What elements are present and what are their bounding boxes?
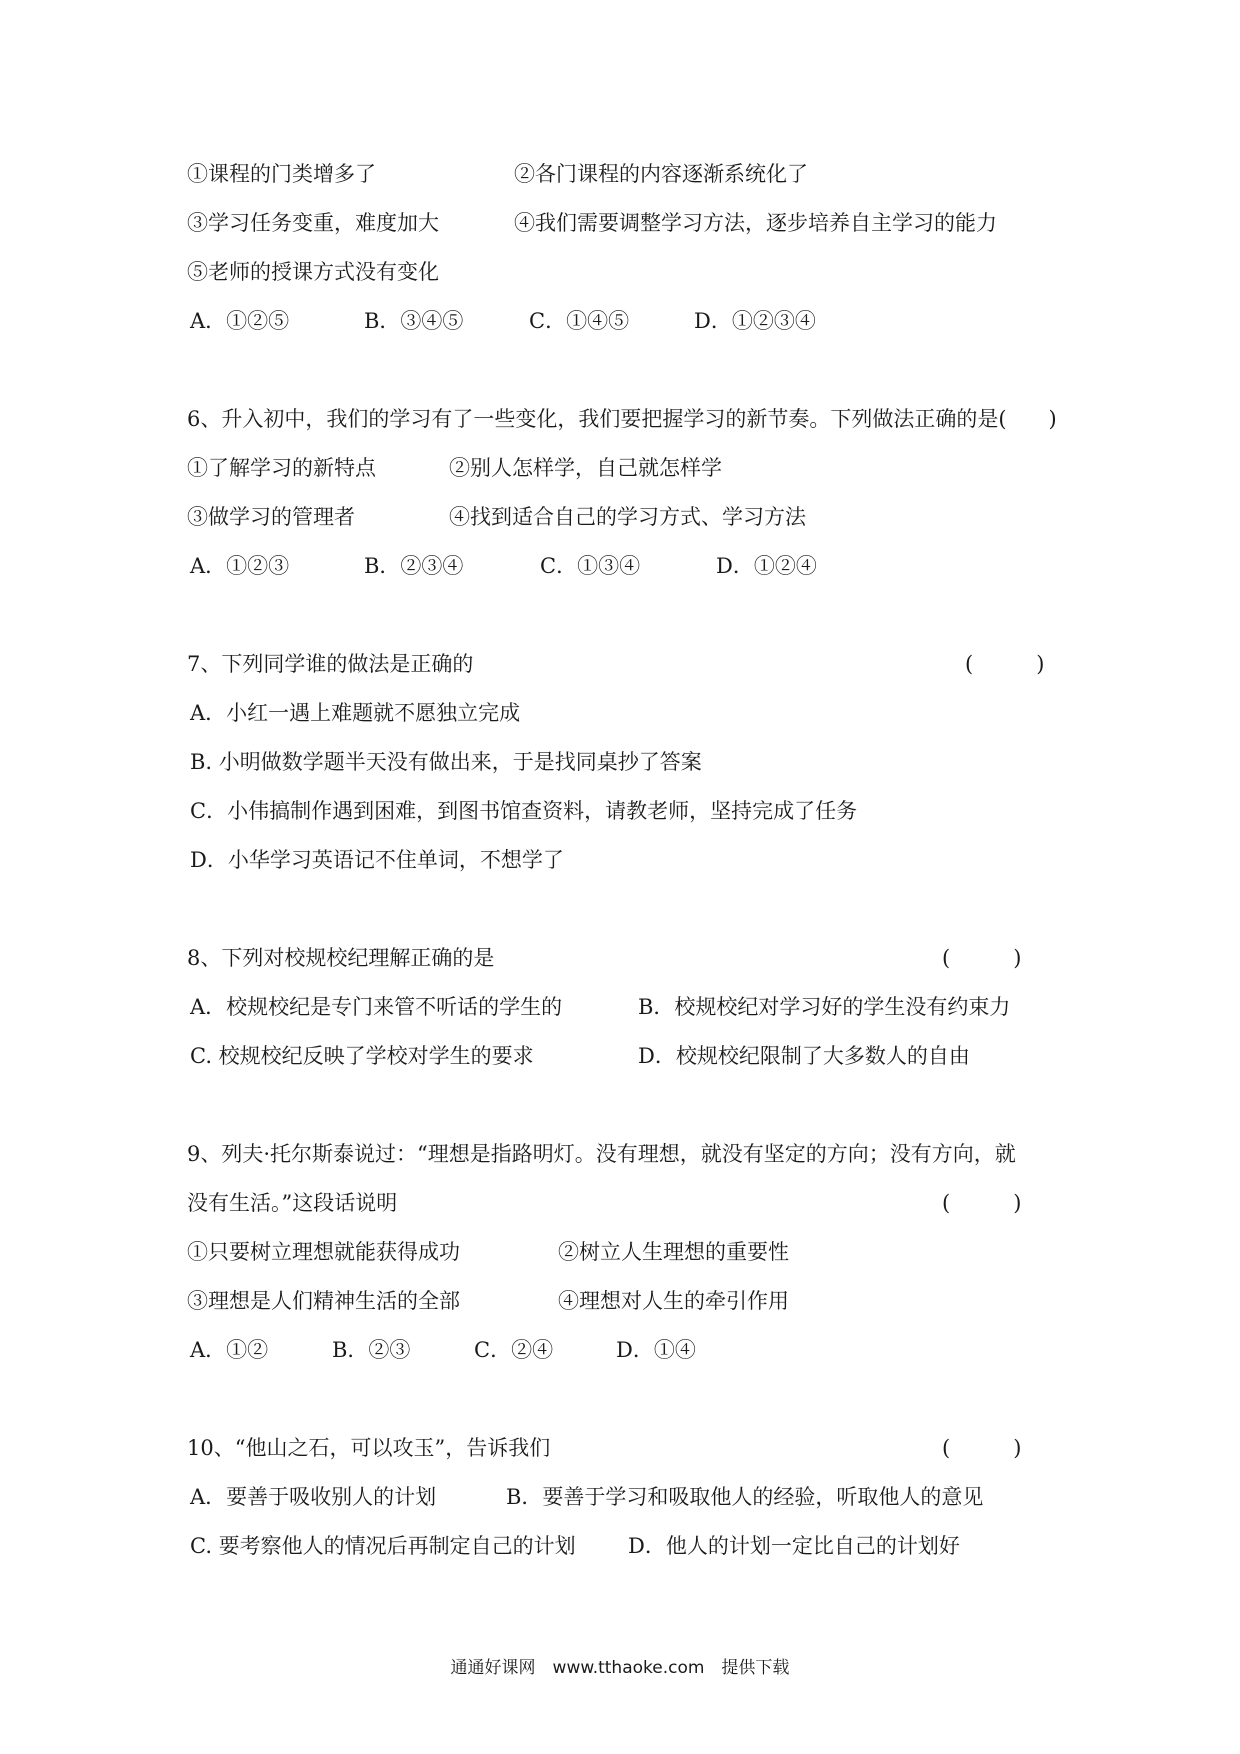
q9-stem-line1: 9、列夫·托尔斯泰说过：“理想是指路明灯。没有理想，就没有坚定的方向；没有方向，就 — [187, 1142, 1016, 1166]
q9-item-1: ①只要树立理想就能获得成功 — [187, 1240, 460, 1264]
q7-answer-blank: ( ) — [965, 652, 1045, 676]
q7-stem: 7、下列同学谁的做法是正确的 — [187, 652, 474, 676]
q9-answer-blank: ( ) — [942, 1191, 1022, 1215]
q5-item-3: ③学习任务变重，难度加大 — [187, 211, 439, 235]
q8-option-c: C. 校规校纪反映了学校对学生的要求 — [190, 1044, 534, 1068]
q8-stem: 8、下列对校规校纪理解正确的是 — [187, 946, 495, 970]
q10-option-b: B．要善于学习和吸取他人的经验，听取他人的意见 — [506, 1485, 984, 1509]
q8-answer-blank: ( ) — [942, 946, 1022, 970]
q9-stem-line2: 没有生活。”这段话说明 — [187, 1191, 398, 1215]
q9-item-2: ②树立人生理想的重要性 — [558, 1240, 789, 1264]
q5-item-5: ⑤老师的授课方式没有变化 — [187, 260, 439, 284]
q6-option-d: D．①②④ — [716, 554, 817, 578]
q5-option-c: C．①④⑤ — [529, 309, 630, 333]
q6-item-3: ③做学习的管理者 — [187, 505, 355, 529]
q6-item-4: ④找到适合自己的学习方式、学习方法 — [449, 505, 806, 529]
q9-option-d: D．①④ — [616, 1338, 696, 1362]
q6-stem: 6、升入初中，我们的学习有了一些变化，我们要把握学习的新节奏。下列做法正确的是( ) — [187, 407, 1057, 431]
q8-option-d: D．校规校纪限制了大多数人的自由 — [638, 1044, 970, 1068]
q6-option-c: C．①③④ — [540, 554, 641, 578]
q5-option-a: A．①②⑤ — [190, 309, 290, 333]
q7-option-b: B. 小明做数学题半天没有做出来，于是找同桌抄了答案 — [190, 750, 702, 774]
q5-option-d: D．①②③④ — [694, 309, 816, 333]
q10-option-a: A．要善于吸收别人的计划 — [190, 1485, 437, 1509]
q5-item-1: ①课程的门类增多了 — [187, 162, 376, 186]
q9-option-c: C．②④ — [474, 1338, 554, 1362]
q9-item-4: ④理想对人生的牵引作用 — [558, 1289, 789, 1313]
q7-option-d: D．小华学习英语记不住单词，不想学了 — [190, 848, 564, 872]
q7-option-c: C．小伟搞制作遇到困难，到图书馆查资料，请教老师，坚持完成了任务 — [190, 799, 858, 823]
q8-option-a: A．校规校纪是专门来管不听话的学生的 — [190, 995, 563, 1019]
q10-option-c: C. 要考察他人的情况后再制定自己的计划 — [190, 1534, 576, 1558]
q8-option-b: B．校规校纪对学习好的学生没有约束力 — [638, 995, 1011, 1019]
q9-item-3: ③理想是人们精神生活的全部 — [187, 1289, 460, 1313]
q5-item-2: ②各门课程的内容逐渐系统化了 — [514, 162, 808, 186]
q7-option-a: A．小红一遇上难题就不愿独立完成 — [190, 701, 521, 725]
q6-option-b: B．②③④ — [364, 554, 464, 578]
q10-answer-blank: ( ) — [942, 1436, 1022, 1460]
q5-item-4: ④我们需要调整学习方法，逐步培养自主学习的能力 — [514, 211, 997, 235]
page-footer: 通通好课网 www.tthaoke.com 提供下载 — [450, 1658, 790, 1678]
q10-option-d: D．他人的计划一定比自己的计划好 — [628, 1534, 960, 1558]
q6-option-a: A．①②③ — [190, 554, 290, 578]
q9-option-a: A．①② — [190, 1338, 269, 1362]
q5-option-b: B．③④⑤ — [364, 309, 464, 333]
q10-stem: 10、“他山之石，可以攻玉”，告诉我们 — [187, 1436, 551, 1460]
q9-option-b: B．②③ — [332, 1338, 411, 1362]
q6-item-1: ①了解学习的新特点 — [187, 456, 376, 480]
q6-item-2: ②别人怎样学，自己就怎样学 — [449, 456, 722, 480]
